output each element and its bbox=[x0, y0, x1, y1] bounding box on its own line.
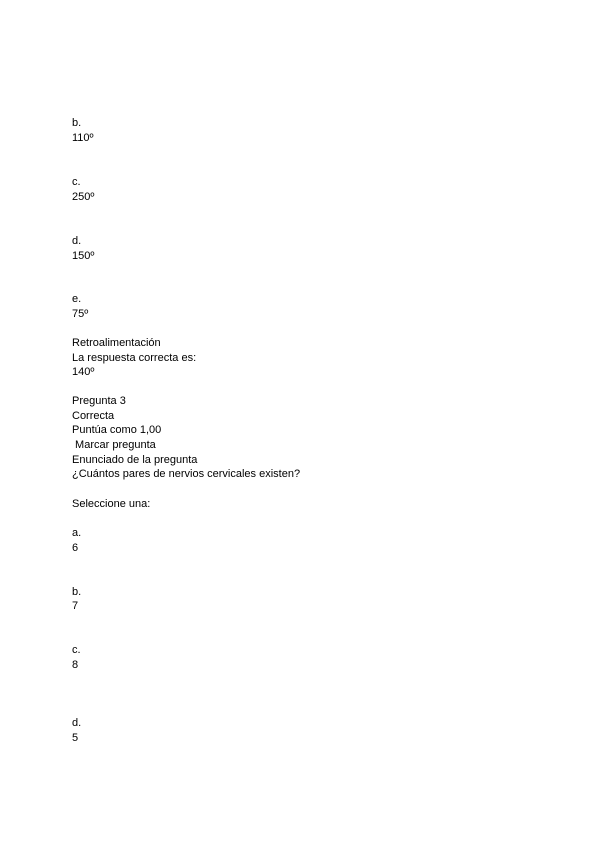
question-score: Puntúa como 1,00 bbox=[72, 424, 162, 436]
question-title: Pregunta 3 bbox=[72, 395, 126, 407]
q3-option-text-b[interactable]: 7 bbox=[72, 600, 79, 612]
question-statement: ¿Cuántos pares de nervios cervicales existen? bbox=[72, 468, 301, 480]
flag-question-link[interactable]: Marcar pregunta bbox=[72, 439, 156, 451]
option-letter-c[interactable]: c. bbox=[72, 176, 81, 188]
feedback-heading: Retroalimentación bbox=[72, 337, 161, 349]
q3-option-letter-c[interactable]: c. bbox=[72, 644, 81, 656]
statement-label: Enunciado de la pregunta bbox=[72, 454, 198, 466]
feedback-answer: 140º bbox=[72, 366, 95, 378]
option-text-e[interactable]: 75º bbox=[72, 308, 89, 320]
q3-option-letter-a[interactable]: a. bbox=[72, 527, 82, 539]
option-text-b[interactable]: 110º bbox=[72, 132, 94, 144]
q3-option-text-d[interactable]: 5 bbox=[72, 732, 79, 744]
option-letter-e[interactable]: e. bbox=[72, 293, 82, 305]
option-letter-d[interactable]: d. bbox=[72, 235, 82, 247]
option-text-c[interactable]: 250º bbox=[72, 191, 95, 203]
q3-option-text-c[interactable]: 8 bbox=[72, 659, 79, 671]
q3-option-letter-d[interactable]: d. bbox=[72, 717, 82, 729]
option-text-d[interactable]: 150º bbox=[72, 250, 95, 262]
question-status: Correcta bbox=[72, 410, 115, 422]
q3-option-text-a[interactable]: 6 bbox=[72, 542, 79, 554]
feedback-intro: La respuesta correcta es: bbox=[72, 352, 197, 364]
select-instruction: Seleccione una: bbox=[72, 498, 151, 510]
option-letter-b[interactable]: b. bbox=[72, 117, 82, 129]
q3-option-letter-b[interactable]: b. bbox=[72, 586, 82, 598]
